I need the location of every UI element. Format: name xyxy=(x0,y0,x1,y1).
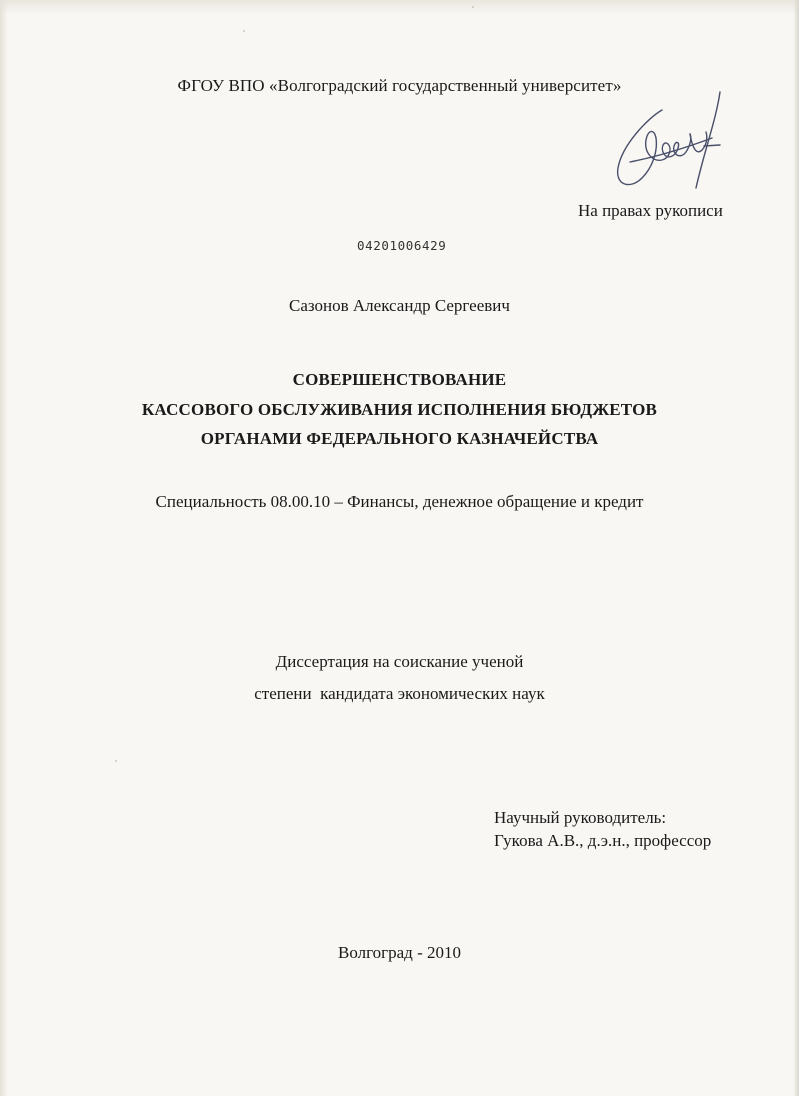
title-line: ОРГАНАМИ ФЕДЕРАЛЬНОГО КАЗНАЧЕЙСТВА xyxy=(200,429,599,448)
dissertation-title xyxy=(0,365,799,454)
degree-statement xyxy=(0,646,799,710)
manuscript-note: На правах рукописи xyxy=(578,201,723,220)
supervisor-name: Гукова А.В., д.э.н., профессор xyxy=(494,831,712,850)
supervisor-block xyxy=(494,806,711,852)
specialty: Специальность 08.00.10 – Финансы, денежное обращение и кредит xyxy=(155,492,644,511)
registration-code: 04201006429 xyxy=(357,238,447,253)
degree-line: Диссертация на соискание ученой xyxy=(275,652,524,671)
handwritten-signature xyxy=(600,90,740,200)
scan-edge-left xyxy=(0,0,8,1096)
author-name: Сазонов Александр Сергеевич xyxy=(289,296,510,315)
title-line: КАССОВОГО ОБСЛУЖИВАНИЯ ИСПОЛНЕНИЯ БЮДЖЕТОВ xyxy=(141,399,658,419)
degree-line: степени кандидата экономических наук xyxy=(254,684,545,703)
supervisor-label: Научный руководитель: xyxy=(494,808,667,827)
scan-speck xyxy=(243,30,245,32)
scan-speck xyxy=(115,760,117,762)
organization-name: ФГОУ ВПО «Волгоградский государственный университет» xyxy=(177,76,622,95)
scan-edge-top xyxy=(0,0,799,14)
scan-speck xyxy=(472,6,474,8)
city-year: Волгоград - 2010 xyxy=(338,943,461,962)
title-line: СОВЕРШЕНСТВОВАНИЕ xyxy=(292,370,507,389)
scan-edge-right xyxy=(793,0,799,1096)
